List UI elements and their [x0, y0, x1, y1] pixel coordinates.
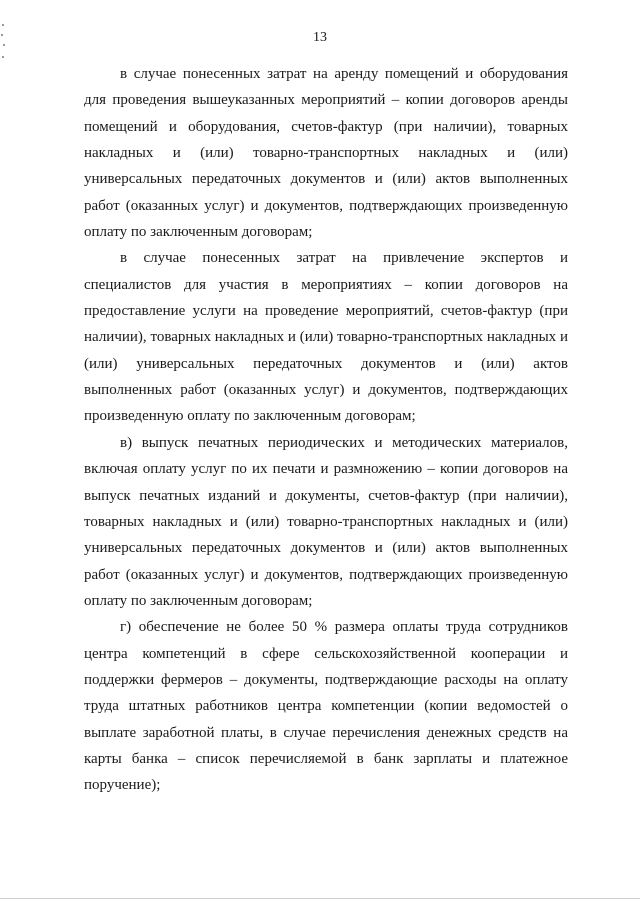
paragraph-rent-costs: в случае понесенных затрат на аренду помещений и оборудования для проведения вышеуказанных мероприятий – копии договоров аренды помещений и оборудования, счетов-фактур (при наличии), товарных накладных и (или) товарно-транспортных накладных и (или) универсальных передаточных документов и (или) актов выполненных работ (оказанных услуг) и документов, подтверждающих произведенную оплату по заключенным договорам;: [84, 66, 568, 241]
document-body: [84, 61, 568, 799]
page-bottom-edge: [0, 898, 640, 899]
scan-edge-marks: [0, 20, 8, 80]
page-number: 13: [313, 30, 327, 45]
paragraph-experts-costs: в случае понесенных затрат на привлечение экспертов и специалистов для участия в мероприятиях – копии договоров на предоставление услуги на проведение мероприятий, счетов-фактур (при наличии), товарных накладных и (или) товарно-транспортных накладных и (или) универсальных передаточных документов и (или) актов выполненных работ (оказанных услуг) и документов, подтверждающих произведенную оплату по заключенным договорам;: [84, 250, 568, 425]
paragraph-salary-costs: г) обеспечение не более 50 % размера оплаты труда сотрудников центра компетенций в сфере сельскохозяйственной кооперации и поддержки фермеров – документы, подтверждающие расходы на оплату труда штатных работников центра компетенции (копии ведомостей о выплате заработной платы, в случае перечисления денежных средств на карты банка – список перечисляемой в банк зарплаты и платежное поручение);: [84, 619, 568, 794]
paragraph-printed-materials: в) выпуск печатных периодических и методических материалов, включая оплату услуг по их печати и размножению – копии договоров на выпуск печатных изданий и документы, счетов-фактур (при наличии), товарных накладных и (или) товарно-транспортных накладных и (или) универсальных передаточных документов и (или) актов выполненных работ (оказанных услуг) и документов, подтверждающих произведенную оплату по заключенным договорам;: [84, 434, 568, 609]
